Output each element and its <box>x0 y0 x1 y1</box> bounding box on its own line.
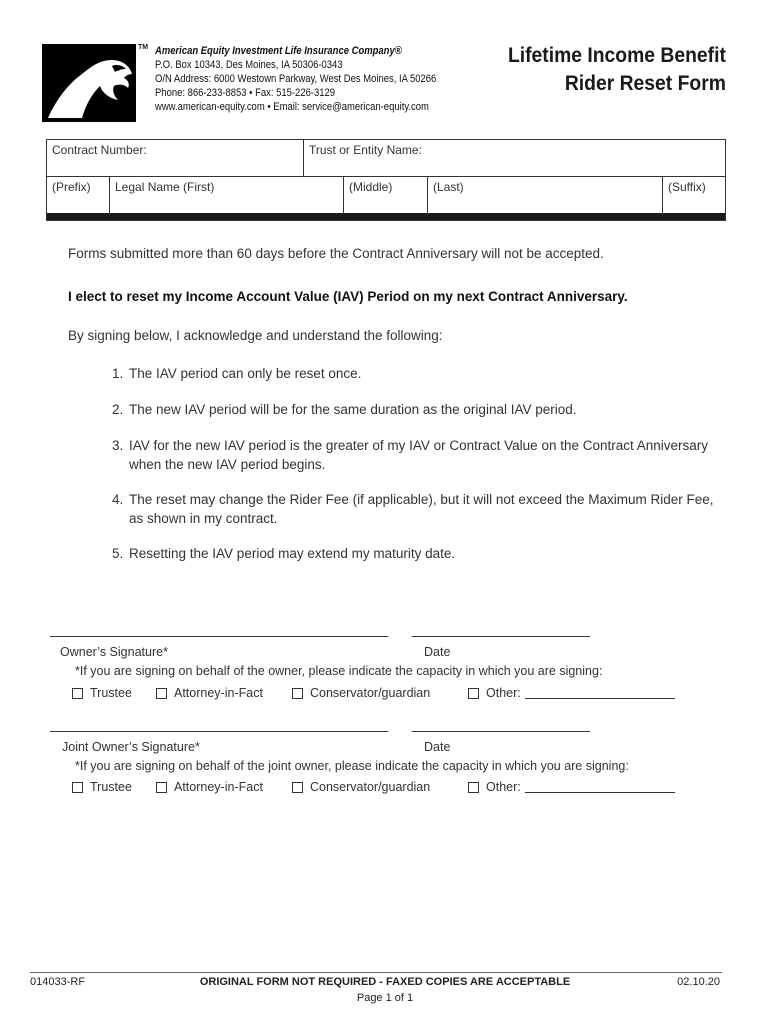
eagle-logo-icon <box>42 44 136 122</box>
contract-info-grid <box>46 139 726 221</box>
form-title-line2: Rider Reset Form <box>564 72 726 95</box>
last-name-field[interactable] <box>428 177 663 214</box>
middle-name-label: (Middle) <box>349 180 393 194</box>
list-item-text: Resetting the IAV period may extend my maturity date. <box>129 546 456 561</box>
list-item-number: 1. <box>112 366 124 381</box>
joint-owner-attorney-checkbox[interactable] <box>156 780 263 794</box>
option-label: Other: <box>486 780 521 794</box>
checkbox-icon[interactable] <box>468 688 479 699</box>
list-item-number: 3. <box>112 438 124 453</box>
owner-date-label: Date <box>424 645 451 659</box>
owner-signature-line[interactable] <box>50 636 388 637</box>
owner-signature-label: Owner’s Signature* <box>60 645 168 659</box>
form-title-line1: Lifetime Income Benefit <box>508 44 726 67</box>
company-info <box>155 44 482 114</box>
name-row <box>47 177 725 214</box>
owner-capacity-note: *If you are signing on behalf of the owner, please indicate the capacity in which you are signing: <box>75 664 603 678</box>
list-item-number: 5. <box>112 546 124 561</box>
first-name-label: Legal Name (First) <box>115 180 215 194</box>
joint-owner-date-label: Date <box>424 740 451 754</box>
prefix-label: (Prefix) <box>52 180 91 194</box>
contract-number-field[interactable] <box>47 140 304 176</box>
option-label: Trustee <box>90 686 132 700</box>
checkbox-icon[interactable] <box>292 688 303 699</box>
list-item-number: 2. <box>112 402 124 417</box>
list-item-text: The reset may change the Rider Fee (if applicable), but it will not exceed the Maximum Rider Fee, as shown in my contract. <box>129 492 714 526</box>
footer-divider <box>30 972 722 973</box>
joint-owner-signature-line[interactable] <box>50 731 388 732</box>
page-number: Page 1 of 1 <box>356 992 414 1004</box>
checkbox-icon[interactable] <box>72 782 83 793</box>
election-statement: I elect to reset my Income Account Value (IAV) Period on my next Contract Anniversary. <box>68 289 628 304</box>
option-label: Attorney-in-Fact <box>174 686 263 700</box>
last-name-label: (Last) <box>433 180 464 194</box>
contract-row <box>47 140 725 177</box>
suffix-label: (Suffix) <box>668 180 706 194</box>
checkbox-icon[interactable] <box>72 688 83 699</box>
option-label: Other: <box>486 686 521 700</box>
joint-owner-trustee-checkbox[interactable] <box>72 780 132 794</box>
company-name: American Equity Investment Life Insurance Company® <box>155 45 402 57</box>
checkbox-icon[interactable] <box>156 688 167 699</box>
trust-entity-label: Trust or Entity Name: <box>309 143 422 157</box>
owner-date-line[interactable] <box>412 636 590 637</box>
prefix-field[interactable] <box>47 177 110 214</box>
acknowledgement-intro: By signing below, I acknowledge and understand the following: <box>68 328 443 343</box>
owner-attorney-checkbox[interactable] <box>156 686 263 700</box>
list-item-text: IAV for the new IAV period is the greater of my IAV or Contract Value on the Contract Anniversary when the new IAV period begins. <box>129 438 709 472</box>
option-label: Conservator/guardian <box>310 686 431 700</box>
list-item-text: The new IAV period will be for the same duration as the original IAV period. <box>129 402 577 417</box>
list-item-number: 4. <box>112 492 124 507</box>
owner-other-checkbox[interactable] <box>468 686 675 700</box>
joint-owner-signature-label: Joint Owner’s Signature* <box>62 740 200 754</box>
form-number: 014033-RF <box>30 976 86 988</box>
fax-notice: ORIGINAL FORM NOT REQUIRED - FAXED COPIES ARE ACCEPTABLE <box>199 976 571 988</box>
form-title <box>508 42 726 98</box>
form-date: 02.10.20 <box>677 976 720 988</box>
owner-conservator-checkbox[interactable] <box>292 686 430 700</box>
option-label: Conservator/guardian <box>310 780 431 794</box>
web-email: www.american-equity.com • Email: service@american-equity.com <box>155 101 429 113</box>
joint-owner-other-checkbox[interactable] <box>468 780 675 794</box>
option-label: Attorney-in-Fact <box>174 780 263 794</box>
list-item-text: The IAV period can only be reset once. <box>129 366 362 381</box>
option-label: Trustee <box>90 780 132 794</box>
middle-name-field[interactable] <box>344 177 428 214</box>
checkbox-icon[interactable] <box>468 782 479 793</box>
checkbox-icon[interactable] <box>156 782 167 793</box>
address-overnight: O/N Address: 6000 Westown Parkway, West Des Moines, IA 50266 <box>155 73 437 85</box>
phone-fax: Phone: 866-233-8853 • Fax: 515-226-3129 <box>155 87 336 99</box>
grid-bottom-bar <box>47 213 725 220</box>
joint-owner-conservator-checkbox[interactable] <box>292 780 430 794</box>
contract-number-label: Contract Number: <box>52 143 147 157</box>
first-name-field[interactable] <box>110 177 343 214</box>
owner-trustee-checkbox[interactable] <box>72 686 132 700</box>
checkbox-icon[interactable] <box>292 782 303 793</box>
address-po: P.O. Box 10343, Des Moines, IA 50306-0343 <box>155 59 343 71</box>
suffix-field[interactable] <box>663 177 726 214</box>
joint-owner-capacity-note: *If you are signing on behalf of the joint owner, please indicate the capacity in which you are signing: <box>75 759 629 773</box>
submission-notice: Forms submitted more than 60 days before the Contract Anniversary will not be accepted. <box>68 246 604 261</box>
trademark-mark: TM <box>138 44 149 51</box>
joint-owner-other-input[interactable] <box>525 782 675 793</box>
owner-other-input[interactable] <box>525 688 675 699</box>
trust-entity-field[interactable] <box>304 140 726 176</box>
joint-owner-date-line[interactable] <box>412 731 590 732</box>
